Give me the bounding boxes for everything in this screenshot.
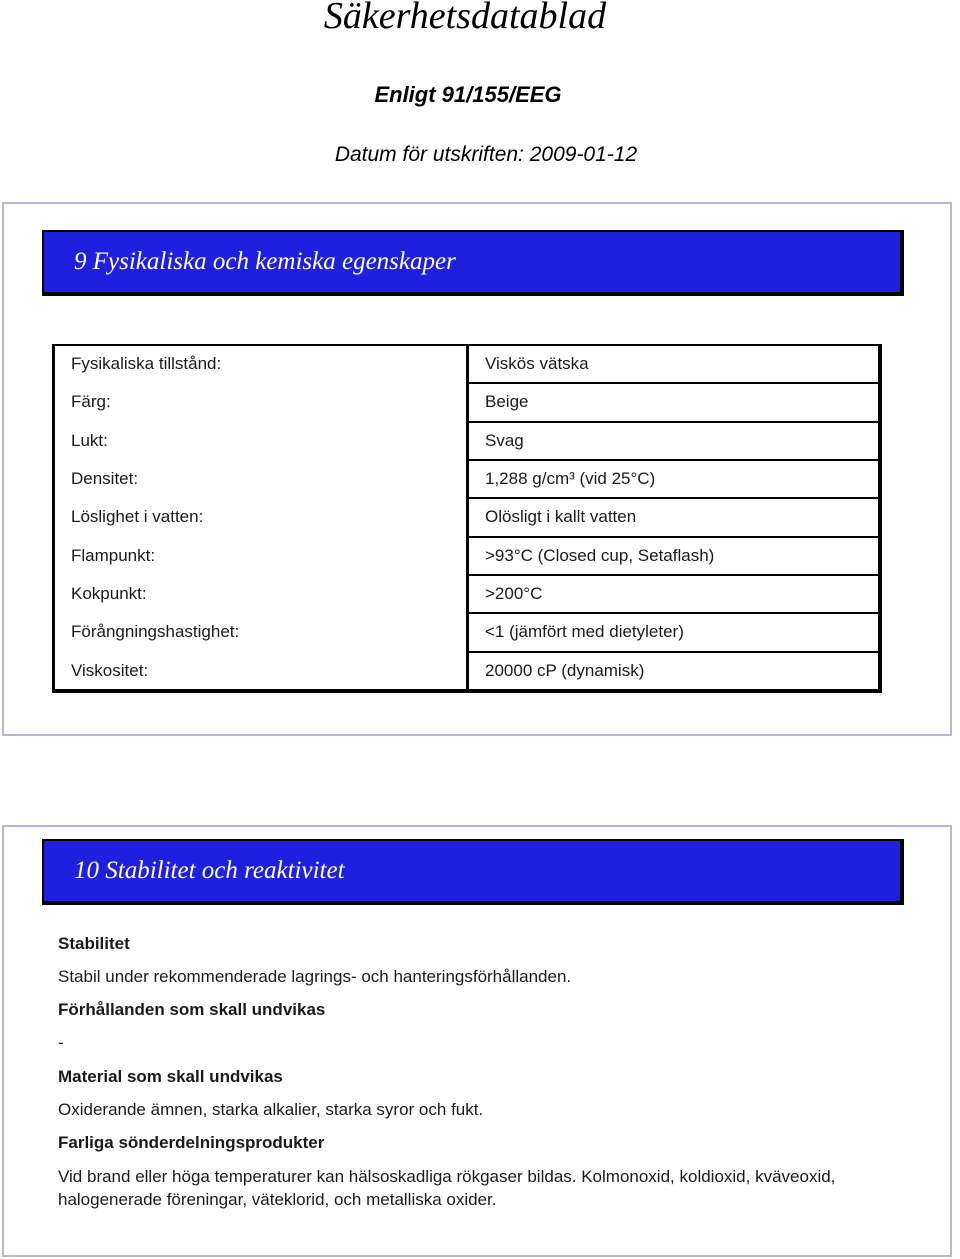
property-label: Färg: [71,392,111,412]
property-label: Förångningshastighet: [71,622,240,642]
materials-heading: Material som skall undvikas [58,1067,283,1086]
conditions-heading: Förhållanden som skall undvikas [58,1000,326,1019]
property-value: 1,288 g/cm³ (vid 25°C) [468,460,881,498]
decomposition-heading: Farliga sönderdelningsprodukter [58,1133,325,1152]
property-row [54,613,881,651]
property-row [54,498,881,536]
property-row [54,575,881,613]
section-10-heading: 10 Stabilitet och reaktivitet [42,839,904,905]
property-value: Beige [468,383,881,421]
decomposition-text-line-2: halogenerade föreningar, väteklorid, och metalliska oxider. [58,1190,497,1209]
property-value: 20000 cP (dynamisk) [468,652,881,691]
property-value: <1 (jämfört med dietyleter) [468,613,881,651]
property-label: Lukt: [71,430,108,450]
property-row [54,345,881,383]
property-label: Densitet: [71,469,139,489]
property-row [54,383,881,421]
regulation-subtitle: Enligt 91/155/EEG [374,82,562,107]
stability-text: Stabil under rekommenderade lagrings- och hanteringsförhållanden. [58,967,572,986]
materials-text: Oxiderande ämnen, starka alkalier, starka syror och fukt. [58,1100,484,1119]
property-value: Viskös vätska [468,345,881,383]
physical-properties-table [52,344,882,693]
property-label: Viskositet: [71,660,149,680]
property-label: Kokpunkt: [71,584,147,604]
print-date: Datum för utskriften: 2009-01-12 [334,143,638,166]
property-label: Löslighet i vatten: [71,507,204,527]
property-row [54,422,881,460]
document-title: Säkerhetsdatablad [323,0,607,37]
conditions-text: - [58,1033,64,1052]
section-9-heading: 9 Fysikaliska och kemiska egenskaper [42,230,904,296]
property-label: Flampunkt: [71,545,156,565]
stability-heading: Stabilitet [58,934,130,953]
property-label: Fysikaliska tillstånd: [71,354,222,374]
property-value: >200°C [468,575,881,613]
property-value: Olösligt i kallt vatten [468,498,881,536]
property-value: >93°C (Closed cup, Setaflash) [468,537,881,575]
property-value: Svag [468,422,881,460]
property-row [54,460,881,498]
property-row [54,537,881,575]
decomposition-text-line-1: Vid brand eller höga temperaturer kan hälsoskadliga rökgaser bildas. Kolmonoxid, koldioxid, kväveoxid, [58,1167,836,1186]
property-row [54,652,881,691]
